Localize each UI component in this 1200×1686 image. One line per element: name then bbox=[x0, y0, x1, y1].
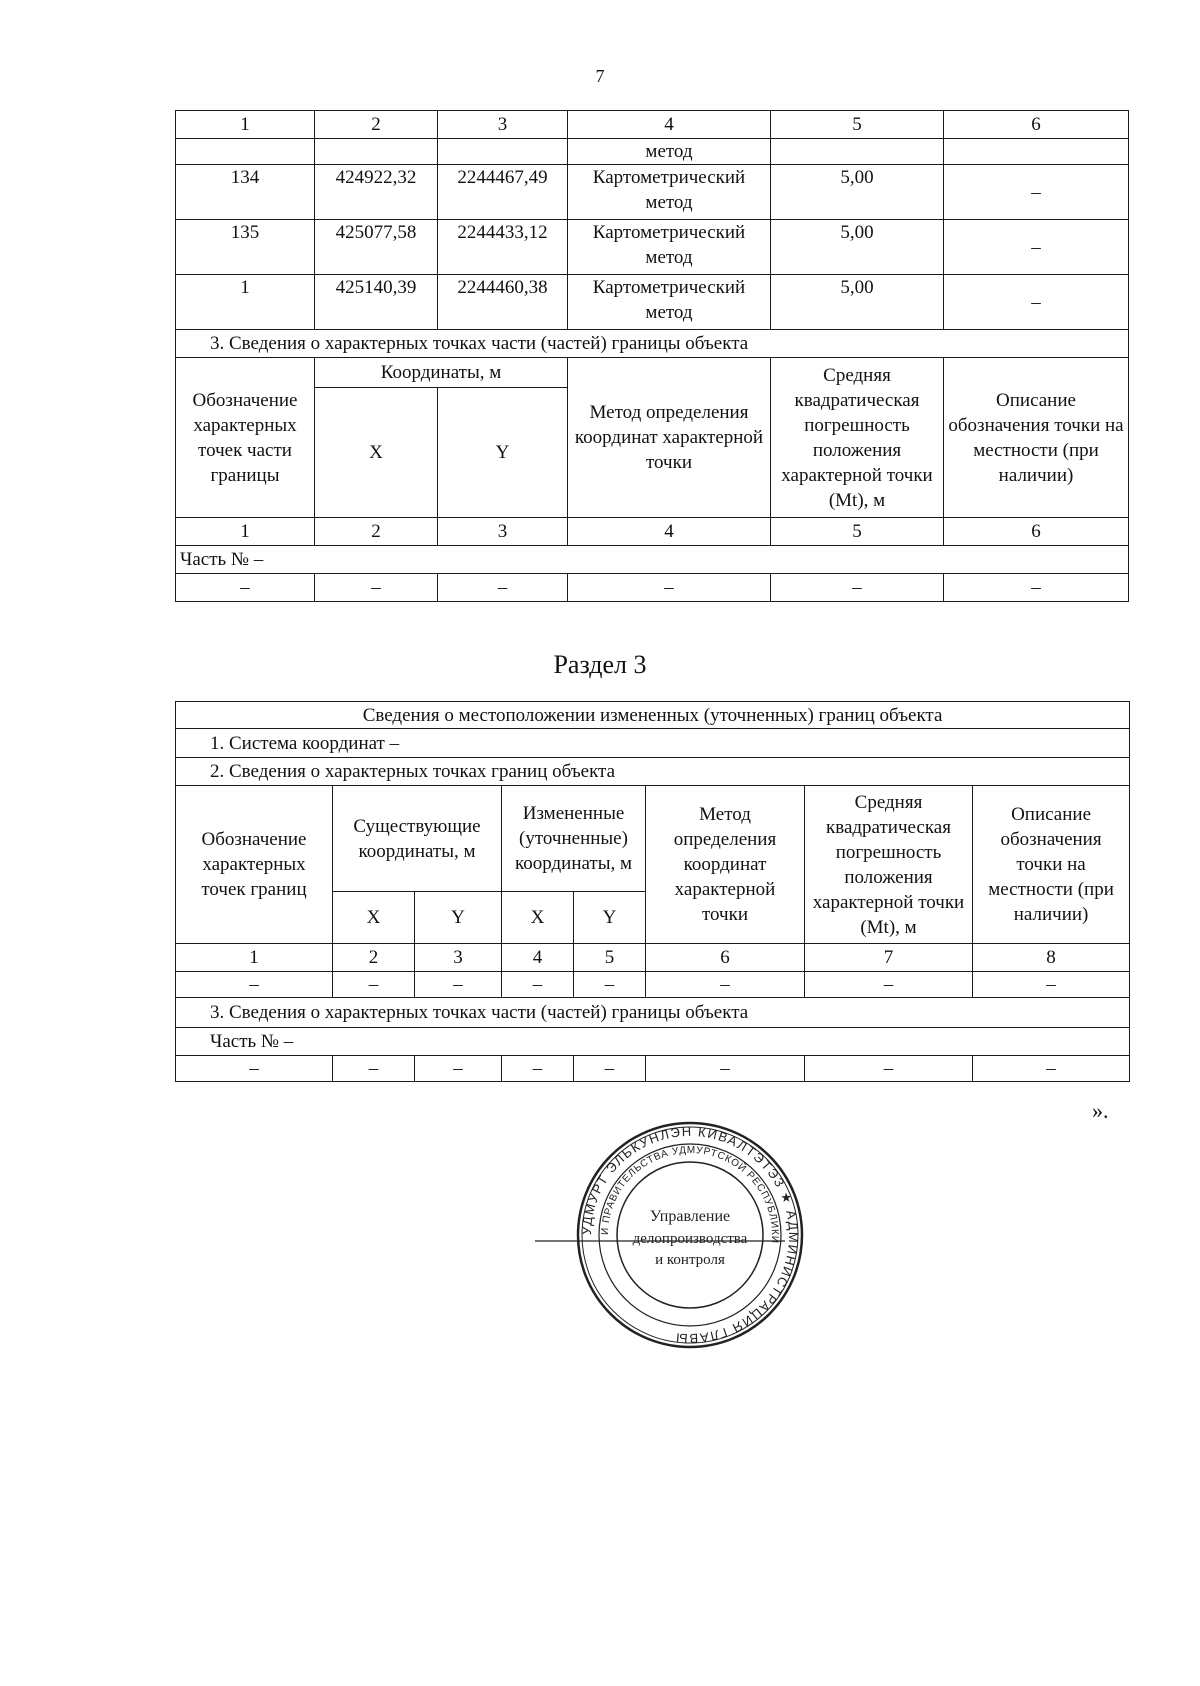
table-cell: – bbox=[805, 1056, 973, 1082]
table-cell: – bbox=[973, 1056, 1130, 1082]
column-header-x: X bbox=[502, 892, 574, 944]
table-cell: 2 bbox=[315, 518, 438, 546]
column-header-row bbox=[176, 786, 1130, 892]
part-label-row bbox=[176, 1028, 1130, 1056]
table-cell: – bbox=[176, 1056, 333, 1082]
table-cell: 4 bbox=[502, 944, 574, 972]
column-header-y: Y bbox=[438, 388, 568, 518]
table-cell: 5 bbox=[771, 111, 944, 139]
table-cell bbox=[438, 139, 568, 165]
table-row bbox=[176, 574, 1129, 602]
description: – bbox=[944, 220, 1129, 275]
column-header-x: X bbox=[315, 388, 438, 518]
column-header-method: Метод определения координат характерной точки bbox=[646, 786, 805, 944]
column-header-changed: Измененные (уточненные) координаты, м bbox=[502, 786, 646, 892]
column-header-designation: Обозначение характерных точек границ bbox=[176, 786, 333, 944]
subsection-title-row bbox=[176, 330, 1129, 358]
points-title: 2. Сведения о характерных точках границ объекта bbox=[176, 758, 1130, 786]
column-header-existing: Существующие координаты, м bbox=[333, 786, 502, 892]
table-cell: – bbox=[944, 574, 1129, 602]
stamp-inner-text: И ПРАВИТЕЛЬСТВА УДМУРТСКОЙ РЕСПУБЛИКИ bbox=[599, 1144, 781, 1245]
table-cell: – bbox=[973, 972, 1130, 998]
table-cell: 3 bbox=[438, 518, 568, 546]
table-cell: – bbox=[646, 1056, 805, 1082]
column-header-error: Средняя квадратическая погрешность положения характерной точки (Mt), м bbox=[771, 358, 944, 518]
table-cell: 3 bbox=[438, 111, 568, 139]
table-cell: 2 bbox=[333, 944, 415, 972]
table-row bbox=[176, 220, 1129, 275]
table-cell: – bbox=[574, 1056, 646, 1082]
table-cell: – bbox=[805, 972, 973, 998]
boundary-points-table bbox=[175, 110, 1129, 602]
coordinate-x: 425140,39 bbox=[315, 275, 438, 330]
table-cell: – bbox=[438, 574, 568, 602]
point-number: 135 bbox=[176, 220, 315, 275]
column-header-y: Y bbox=[574, 892, 646, 944]
official-stamp bbox=[535, 1115, 805, 1355]
subsection-title-row bbox=[176, 758, 1130, 786]
coordinate-x: 425077,58 bbox=[315, 220, 438, 275]
table-cell: 1 bbox=[176, 111, 315, 139]
part-label: Часть № – bbox=[176, 1028, 1130, 1056]
part-label-row bbox=[176, 546, 1129, 574]
method: Картометрический метод bbox=[568, 165, 771, 220]
stamp-center-line3: и контроля bbox=[655, 1252, 725, 1268]
page-number: 7 bbox=[595, 66, 605, 86]
column-number-row bbox=[176, 944, 1130, 972]
part-label: Часть № – bbox=[176, 546, 1129, 574]
table-cell: 2 bbox=[315, 111, 438, 139]
table-cell: – bbox=[646, 972, 805, 998]
column-number-row bbox=[176, 111, 1129, 139]
table-title-row bbox=[176, 702, 1130, 729]
table-cell bbox=[771, 139, 944, 165]
changed-boundaries-table bbox=[175, 701, 1130, 1082]
table-cell: 8 bbox=[973, 944, 1130, 972]
coord-system: 1. Система координат – bbox=[176, 729, 1130, 758]
table-cell: – bbox=[568, 574, 771, 602]
table-cell: – bbox=[315, 574, 438, 602]
column-header-x: X bbox=[333, 892, 415, 944]
coordinate-x: 424922,32 bbox=[315, 165, 438, 220]
table-row bbox=[176, 139, 1129, 165]
table-cell: – bbox=[502, 1056, 574, 1082]
table-row bbox=[176, 275, 1129, 330]
column-header-description: Описание обозначения точки на местности (при наличии) bbox=[944, 358, 1129, 518]
coordinate-y: 2244433,12 bbox=[438, 220, 568, 275]
table-cell: метод bbox=[568, 139, 771, 165]
table-cell: – bbox=[176, 574, 315, 602]
description: – bbox=[944, 275, 1129, 330]
table-cell: – bbox=[574, 972, 646, 998]
point-number: 1 bbox=[176, 275, 315, 330]
parts-title: 3. Сведения о характерных точках части (частей) границы объекта bbox=[176, 998, 1130, 1028]
table-title: Сведения о местоположении измененных (уточненных) границ объекта bbox=[176, 702, 1130, 729]
stamp-outer-text: УДМУРТ ЭЛЬКУНЛЭН КИВАЛТЭТЭЗ ★ АДМИНИСТРАЦИЯ ГЛАВЫ bbox=[578, 1123, 802, 1347]
column-header-error: Средняя квадратическая погрешность положения характерной точки (Mt), м bbox=[805, 786, 973, 944]
table-cell: – bbox=[415, 1056, 502, 1082]
table-cell: – bbox=[176, 972, 333, 998]
table-cell: 7 bbox=[805, 944, 973, 972]
column-header-coordinates: Координаты, м bbox=[315, 358, 568, 388]
column-header-method: Метод определения координат характерной точки bbox=[568, 358, 771, 518]
table-cell: 1 bbox=[176, 944, 333, 972]
table-cell: 4 bbox=[568, 518, 771, 546]
table-cell: 6 bbox=[944, 111, 1129, 139]
closing-quote: ». bbox=[1092, 1098, 1109, 1123]
section-title: Раздел 3 bbox=[553, 650, 647, 679]
table-row bbox=[176, 165, 1129, 220]
table-row bbox=[176, 972, 1130, 998]
table-cell: – bbox=[415, 972, 502, 998]
table-cell: 5 bbox=[574, 944, 646, 972]
table-row bbox=[176, 1056, 1130, 1082]
table-cell: 6 bbox=[944, 518, 1129, 546]
table-cell: 4 bbox=[568, 111, 771, 139]
table-cell bbox=[176, 139, 315, 165]
point-number: 134 bbox=[176, 165, 315, 220]
description: – bbox=[944, 165, 1129, 220]
error-value: 5,00 bbox=[771, 275, 944, 330]
method: Картометрический метод bbox=[568, 220, 771, 275]
table-cell: 5 bbox=[771, 518, 944, 546]
stamp-center-line1: Управление bbox=[649, 1208, 731, 1225]
method: Картометрический метод bbox=[568, 275, 771, 330]
column-header-row bbox=[176, 358, 1129, 388]
subsection-title-row bbox=[176, 998, 1130, 1028]
table-cell: – bbox=[502, 972, 574, 998]
column-header-designation: Обозначение характерных точек части границы bbox=[176, 358, 315, 518]
coordinate-y: 2244460,38 bbox=[438, 275, 568, 330]
table-cell: – bbox=[333, 972, 415, 998]
column-number-row bbox=[176, 518, 1129, 546]
table-cell bbox=[944, 139, 1129, 165]
column-header-description: Описание обозначения точки на местности (при наличии) bbox=[973, 786, 1130, 944]
subsection-title: 3. Сведения о характерных точках части (частей) границы объекта bbox=[176, 330, 1129, 358]
error-value: 5,00 bbox=[771, 165, 944, 220]
table-cell: 3 bbox=[415, 944, 502, 972]
stamp-center-line2: делопроизводства bbox=[632, 1231, 748, 1247]
coord-system-row bbox=[176, 729, 1130, 758]
error-value: 5,00 bbox=[771, 220, 944, 275]
coordinate-y: 2244467,49 bbox=[438, 165, 568, 220]
table-cell bbox=[315, 139, 438, 165]
table-cell: – bbox=[333, 1056, 415, 1082]
table-cell: 1 bbox=[176, 518, 315, 546]
column-header-y: Y bbox=[415, 892, 502, 944]
table-cell: 6 bbox=[646, 944, 805, 972]
table-cell: – bbox=[771, 574, 944, 602]
